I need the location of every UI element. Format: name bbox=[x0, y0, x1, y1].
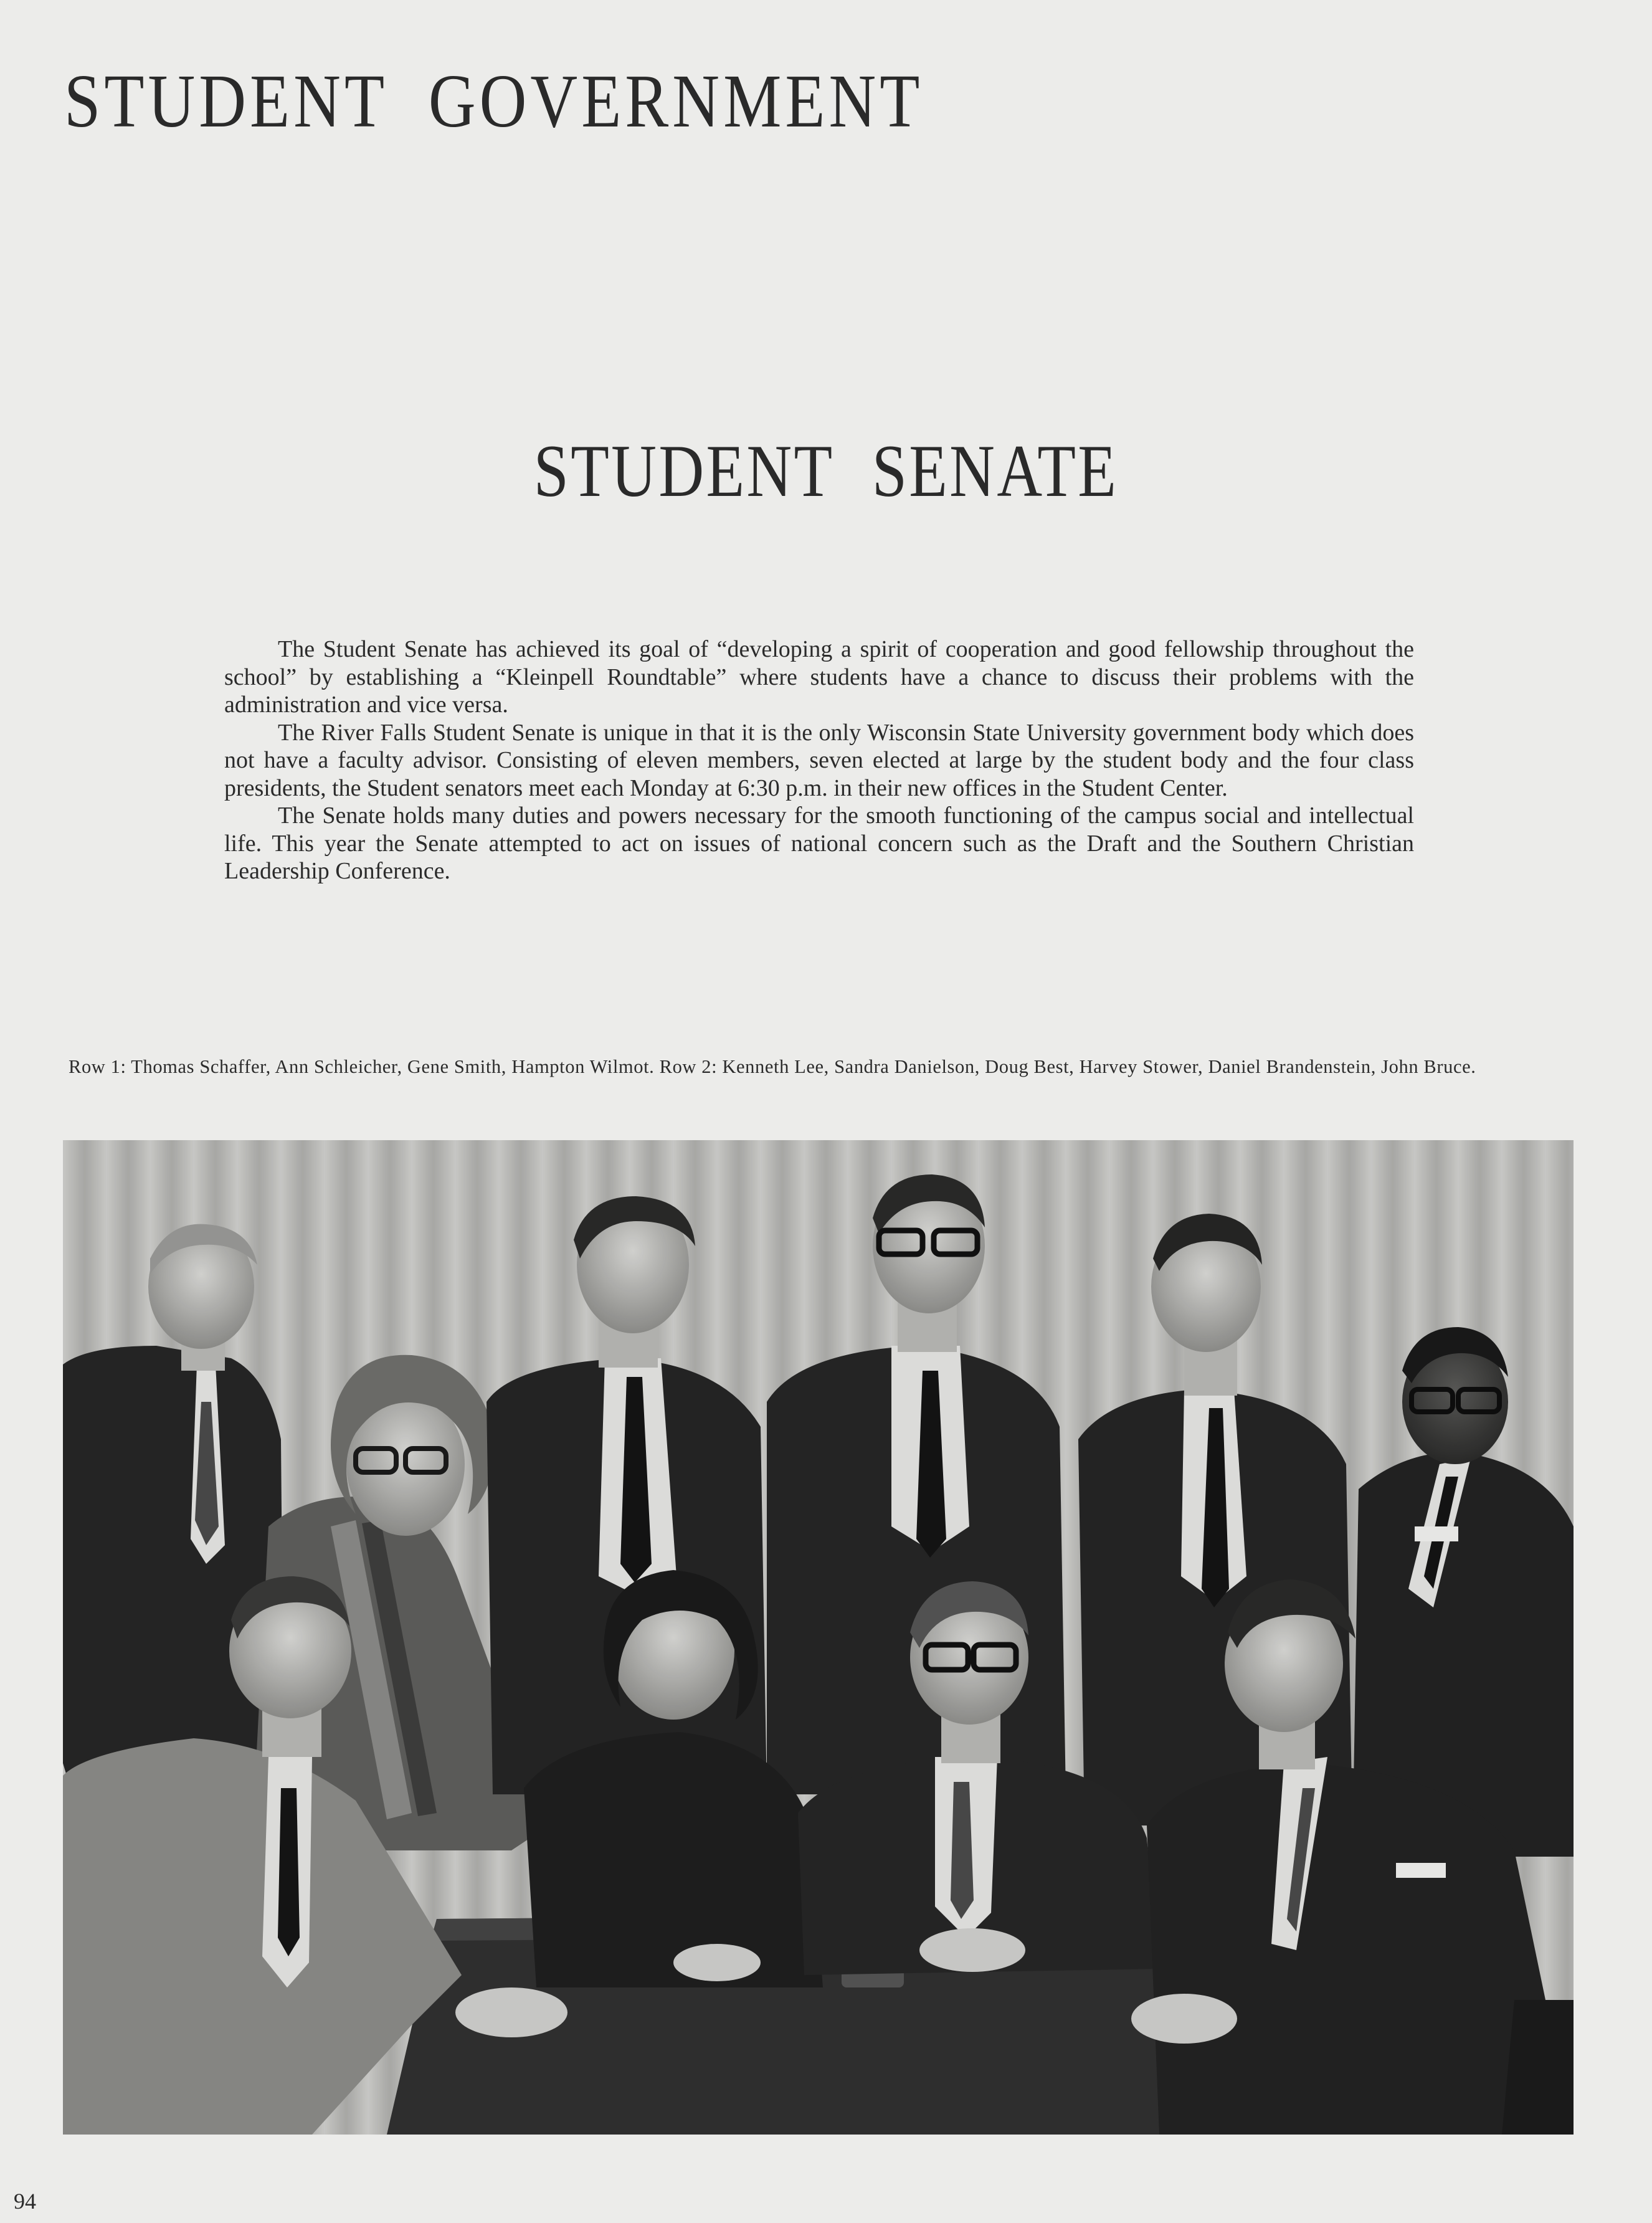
paragraph: The Senate holds many duties and powers necessary for the smooth functioning of the campus social and intellectual life. This year the Senate attempted to act on issues of national concern such as the Draft and the Southern Christian Leadership Conference. bbox=[224, 802, 1414, 884]
section-title: STUDENT GOVERNMENT bbox=[64, 59, 924, 143]
page-number: 94 bbox=[14, 2189, 36, 2214]
paragraph: The River Falls Student Senate is unique in that it is the only Wisconsin State University government body which does not have a faculty advisor. Consisting of eleven members, seven elected at large by the student body and the four class presidents, the Student senators meet each Monday at 6:30 p.m. in their new offices in the Student Center. bbox=[224, 719, 1414, 801]
photo-caption: Row 1: Thomas Schaffer, Ann Schleicher, Gene Smith, Hampton Wilmot. Row 2: Kenneth Lee, Sandra Danielson, Doug Best, Harvey Stower, Daniel Brandenstein, John Bruce. bbox=[69, 1056, 1476, 1077]
paragraph: The Student Senate has achieved its goal of “developing a spirit of cooperation and good fellowship throughout the school” by establishing a “Kleinpell Roundtable” where students have a chance to discuss their problems with the administration and vice versa. bbox=[224, 636, 1414, 718]
group-photo bbox=[63, 1140, 1574, 2135]
article-title: STUDENT SENATE bbox=[533, 429, 1119, 512]
article-body bbox=[224, 635, 1414, 885]
